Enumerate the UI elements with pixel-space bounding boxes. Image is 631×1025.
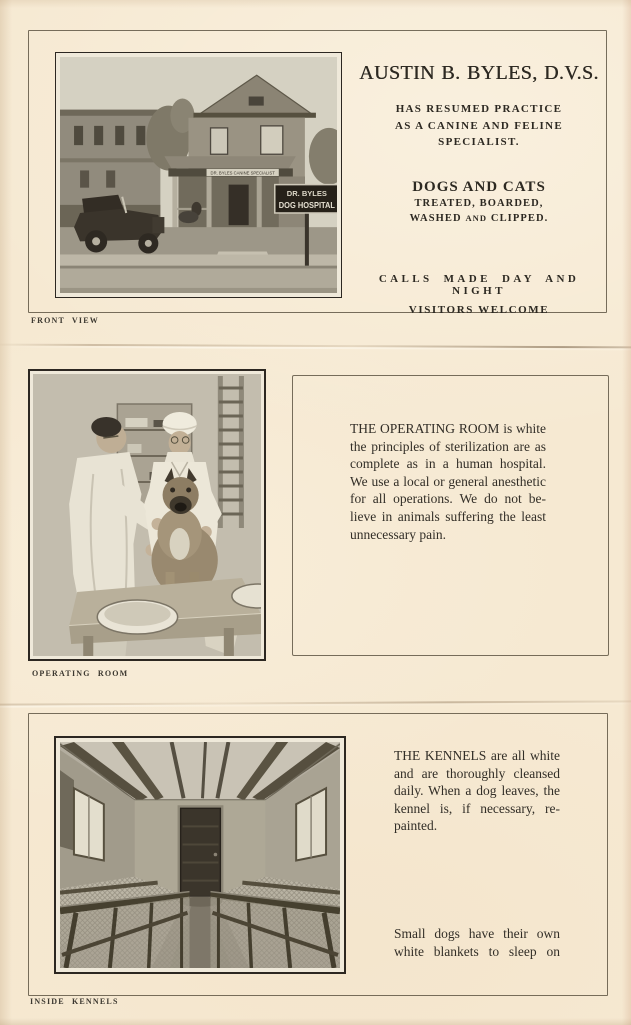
- caption-inside-kennels: INSIDE KENNELS: [30, 997, 119, 1006]
- paragraph-line: We use a local or general anesthetic: [350, 473, 546, 489]
- kennels-illustration: [60, 742, 340, 968]
- paragraph-line: white blankets to sleep on: [394, 943, 560, 959]
- photo-inside-kennels: [54, 736, 346, 974]
- paragraph-line: lieve in animals suffering the least: [350, 508, 546, 524]
- paragraph-line: for all operations. We do not be-: [350, 491, 546, 507]
- page-edge-top: [0, 0, 631, 8]
- treated-boarded-line: TREATED, BOARDED,: [414, 197, 544, 209]
- photo-front-view: [55, 52, 342, 298]
- paragraph-line: complete as in a human hospital.: [350, 456, 546, 472]
- calls-made-line: CALLS MADE DAY AND NIGHT: [378, 272, 580, 297]
- page-edge-left: [0, 0, 12, 1025]
- and-word: AND: [465, 213, 488, 223]
- page-edge-bottom: [0, 1018, 631, 1025]
- page-edge-right: [622, 0, 631, 1025]
- operating-room-illustration: [33, 374, 261, 656]
- front-view-illustration: [60, 57, 337, 293]
- left-kennel-row: [60, 877, 190, 968]
- kennel-door: [179, 806, 223, 898]
- small-dogs-paragraph: [394, 925, 560, 960]
- kennels-paragraph: [394, 747, 560, 835]
- paragraph-line: painted.: [394, 818, 438, 834]
- dogs-and-cats-heading: DOGS AND CATS: [412, 178, 546, 195]
- panel1-text-block: [352, 62, 606, 316]
- paragraph-line: the principles of sterilization are as: [350, 438, 546, 454]
- caption-operating-room: OPERATING ROOM: [32, 669, 129, 678]
- paragraph-line: and are thoroughly cleansed: [394, 765, 560, 781]
- paragraph-line: THE KENNELS are all white: [394, 748, 560, 763]
- washed-word: WASHED: [409, 213, 462, 224]
- clipped-word: CLIPPED.: [490, 213, 549, 224]
- paragraph-line: kennel is, if necessary, re-: [394, 800, 560, 816]
- paragraph-line: unnecessary pain.: [350, 526, 446, 542]
- operating-room-paragraph: [350, 420, 546, 543]
- fold-crease-top-highlight: [0, 346, 631, 351]
- fold-crease-top: [0, 344, 631, 349]
- paragraph-line: THE OPERATING ROOM is white: [350, 421, 546, 436]
- paragraph-line: daily. When a dog leaves, the: [394, 783, 560, 799]
- fold-crease-bottom-highlight: [0, 702, 631, 707]
- right-kennel-row: [210, 877, 340, 968]
- resumed-practice-line3: SPECIALIST.: [438, 136, 520, 148]
- resumed-practice-line2: AS A CANINE AND FELINE: [395, 119, 563, 132]
- sign-line1: DR. BYLES: [286, 188, 327, 198]
- sign-line2: DOG HOSPITAL: [278, 199, 335, 210]
- paragraph-line: Small dogs have their own: [394, 926, 560, 941]
- resumed-practice-line1: HAS RESUMED PRACTICE: [395, 103, 563, 115]
- visitors-welcome-line: VISITORS WELCOME: [408, 303, 550, 316]
- porch-sign-text: DR. BYLES CANINE SPECIALIST: [210, 170, 275, 176]
- photo-operating-room: [28, 369, 266, 661]
- washed-clipped-line: [352, 211, 606, 227]
- fold-crease-bottom: [0, 700, 631, 705]
- doctor-name-title: AUSTIN B. BYLES, D.V.S.: [359, 62, 599, 84]
- caption-front-view: FRONT VIEW: [31, 316, 99, 325]
